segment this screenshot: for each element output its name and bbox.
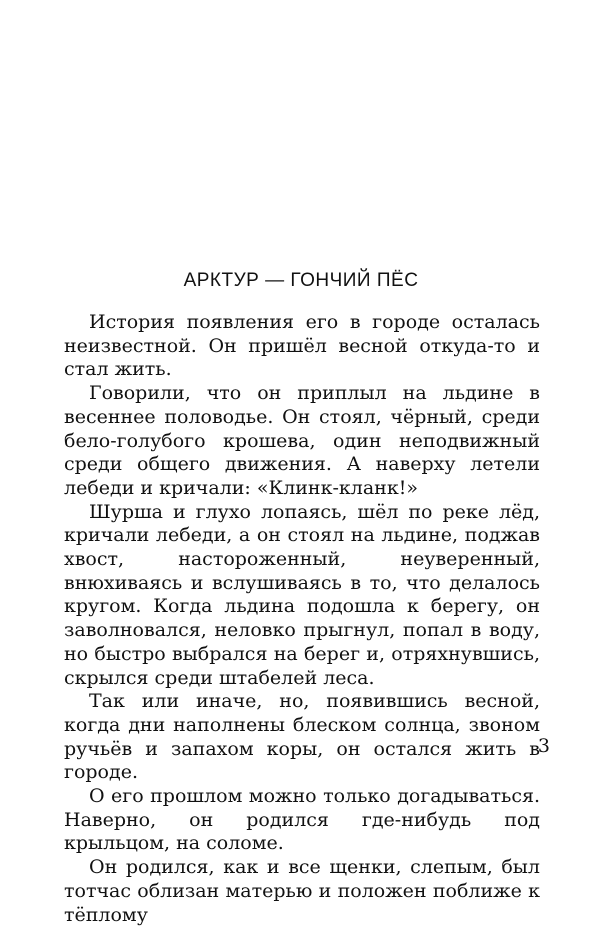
paragraph: Так или иначе, но, появившись весной, когда дни наполнены блеском солнца, звоном ручьёв и запахом коры, он остался жить в городе. (64, 690, 540, 784)
paragraph: История появления его в городе осталась неизвестной. Он пришёл весной откуда-то и стал жить. (64, 311, 540, 381)
paragraph: О его прошлом можно только догадываться. Наверно, он родился где-нибудь под крыльцом, на соломе. (64, 785, 540, 855)
chapter-title: АРКТУР — ГОНЧИЙ ПЁС (183, 270, 419, 291)
paragraph: Он родился, как и все щенки, слепым, был тотчас облизан матерью и положен поближе к тёплому (64, 856, 540, 926)
page-number: 3 (537, 735, 550, 757)
chapter-body (64, 311, 540, 927)
paragraph: Шурша и глухо лопаясь, шёл по реке лёд, кричали лебеди, а он стоял на льдине, поджав хвост, настороженный, неуверенный, внюхиваясь и вслушиваясь в то, что делалось кругом. Когда льдина подошла к берегу, он заволновался, неловко прыгнул, попал в воду, но быстро выбрался на берег и, отряхнувшись, скрылся среди штабелей леса. (64, 500, 540, 689)
paragraph: Говорили, что он приплыл на льдине в весеннее половодье. Он стоял, чёрный, среди бело-голубого крошева, один неподвижный среди общего движения. А наверху летели лебеди и кричали: «Клинк-кланк!» (64, 382, 540, 499)
